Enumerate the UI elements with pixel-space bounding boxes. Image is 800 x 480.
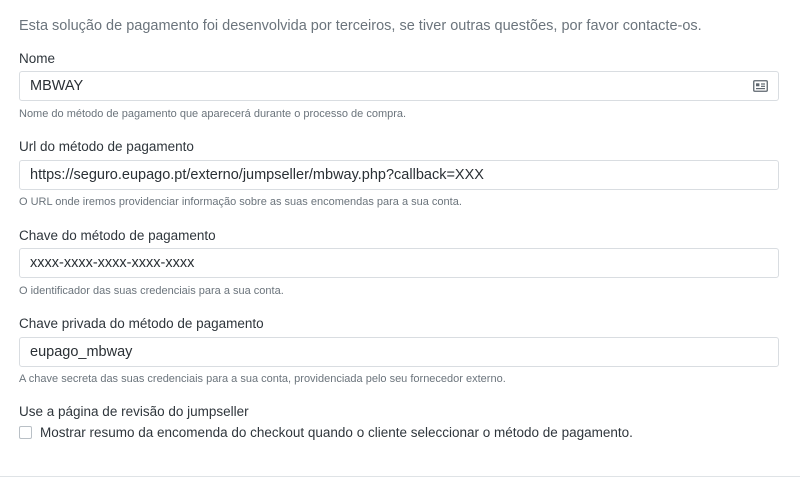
review-summary-option[interactable] (19, 425, 633, 440)
review-page-label: Use a página de revisão do jumpseller (19, 404, 249, 419)
url-input-value: https://seguro.eupago.pt/externo/jumpseller/mbway.php?callback=XXX (30, 167, 484, 183)
private-key-help: A chave secreta das suas credenciais para a sua conta, providenciada pelo seu fornecedor externo. (19, 373, 506, 385)
name-input[interactable] (19, 71, 779, 101)
divider (0, 476, 800, 477)
url-label: Url do método de pagamento (19, 139, 194, 154)
url-input[interactable] (19, 160, 779, 190)
name-help: Nome do método de pagamento que aparecerá durante o processo de compra. (19, 108, 407, 120)
third-party-notice: Esta solução de pagamento foi desenvolvida por terceiros, se tiver outras questões, por favor contacte-os. (19, 18, 702, 34)
key-label: Chave do método de pagamento (19, 228, 216, 243)
review-summary-checkbox[interactable] (19, 426, 32, 439)
name-input-value: MBWAY (30, 78, 84, 94)
key-input[interactable] (19, 248, 779, 278)
private-key-input[interactable] (19, 337, 779, 367)
name-label: Nome (19, 51, 56, 66)
private-key-label: Chave privada do método de pagamento (19, 316, 264, 331)
review-summary-checkbox-label[interactable]: Mostrar resumo da encomenda do checkout quando o cliente seleccionar o método de pagamento. (40, 425, 633, 440)
private-key-input-value: eupago_mbway (30, 344, 133, 360)
url-help: O URL onde iremos providenciar informação sobre as suas encomendas para a sua conta. (19, 196, 462, 208)
id-card-icon (752, 79, 768, 93)
key-help: O identificador das suas credenciais para a sua conta. (19, 285, 284, 297)
key-input-value: xxxx-xxxx-xxxx-xxxx-xxxx (30, 255, 195, 271)
